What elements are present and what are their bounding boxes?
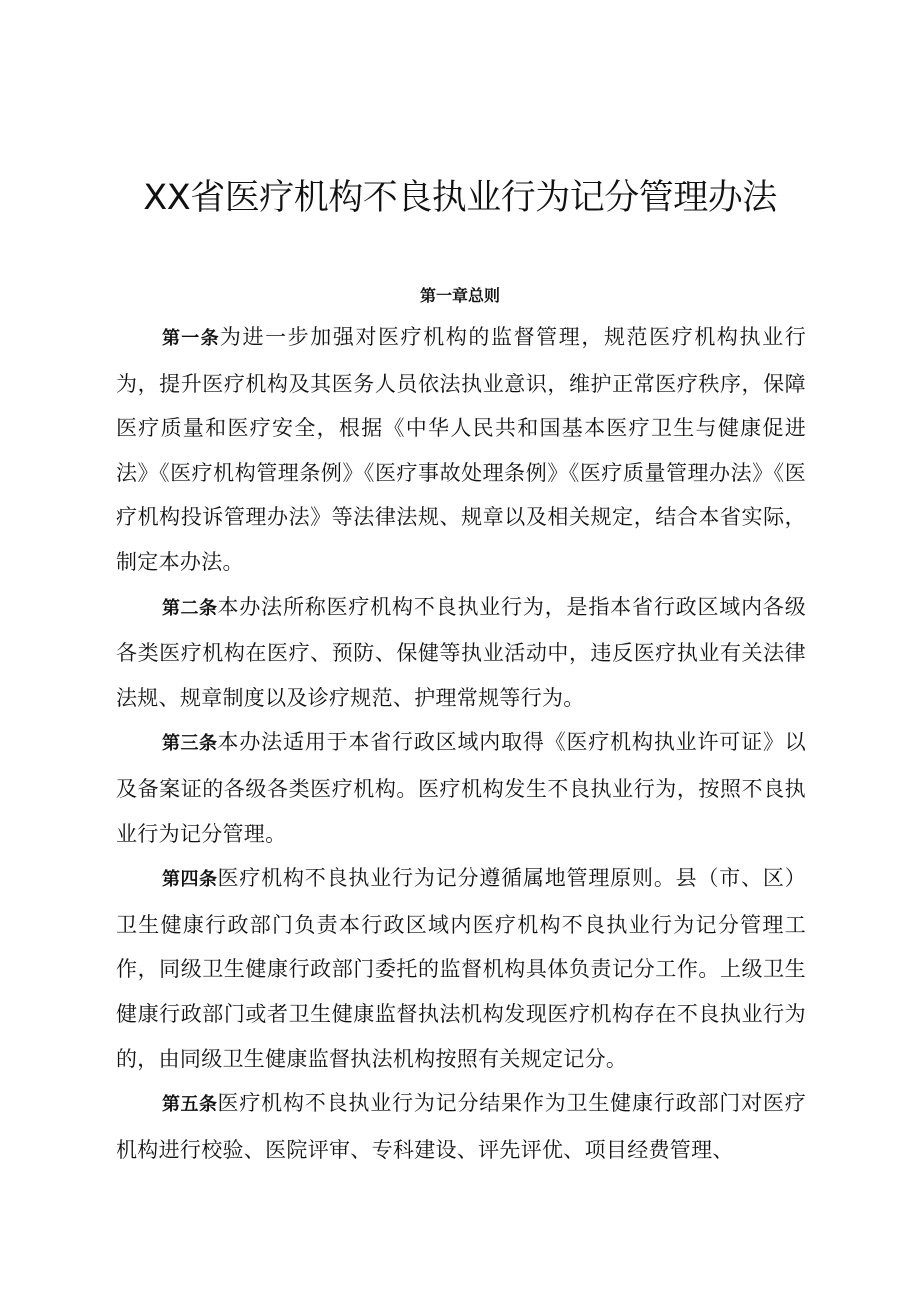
- article-label: 第二条: [162, 597, 218, 619]
- article-label: 第一条: [162, 328, 220, 349]
- article-1: [116, 315, 806, 585]
- article-3: [116, 720, 806, 856]
- article-text: 本办法所称医疗机构不良执业行为，是指本省行政区域内各级各类医疗机构在医疗、预防、保健等执业活动中，违反医疗执业有关法律法规、规章制度以及诊疗规范、护理常规等行为。: [116, 594, 806, 710]
- article-text: 为进一步加强对医疗机构的监督管理，规范医疗机构执业行为，提升医疗机构及其医务人员依法执业意识，维护正常医疗秩序，保障医疗质量和医疗安全，根据《中华人民共和国基本医疗卫生与健康促进法》《医疗机构管理条例》《医疗事故处理条例》《医疗质量管理办法》《医疗机构投诉管理办法》等法律法规、规章以及相关规定，结合本省实际，制定本办法。: [116, 325, 806, 574]
- article-label: 第四条: [162, 869, 218, 891]
- article-2: [116, 585, 806, 721]
- article-label: 第五条: [162, 1094, 218, 1116]
- article-label: 第三条: [162, 733, 218, 755]
- article-5: [116, 1081, 806, 1172]
- article-text: 医疗机构不良执业行为记分结果作为卫生健康行政部门对医疗机构进行校验、医院评审、专科建设、评先评优、项目经费管理、: [116, 1091, 806, 1162]
- document-body: [116, 315, 806, 1172]
- article-text: 医疗机构不良执业行为记分遵循属地管理原则。县（市、区）卫生健康行政部门负责本行政区域内医疗机构不良执业行为记分管理工作，同级卫生健康行政部门委托的监督机构具体负责记分工作。上级卫生健康行政部门或者卫生健康监督执法机构发现医疗机构存在不良执业行为的，由同级卫生健康监督执法机构按照有关规定记分。: [116, 866, 806, 1071]
- article-text: 本办法适用于本省行政区域内取得《医疗机构执业许可证》以及备案证的各级各类医疗机构。医疗机构发生不良执业行为，按照不良执业行为记分管理。: [116, 730, 806, 846]
- document-title: XX省医疗机构不良执业行为记分管理办法: [143, 178, 777, 218]
- article-4: [116, 856, 806, 1081]
- chapter-heading: 第一章总则: [419, 286, 500, 305]
